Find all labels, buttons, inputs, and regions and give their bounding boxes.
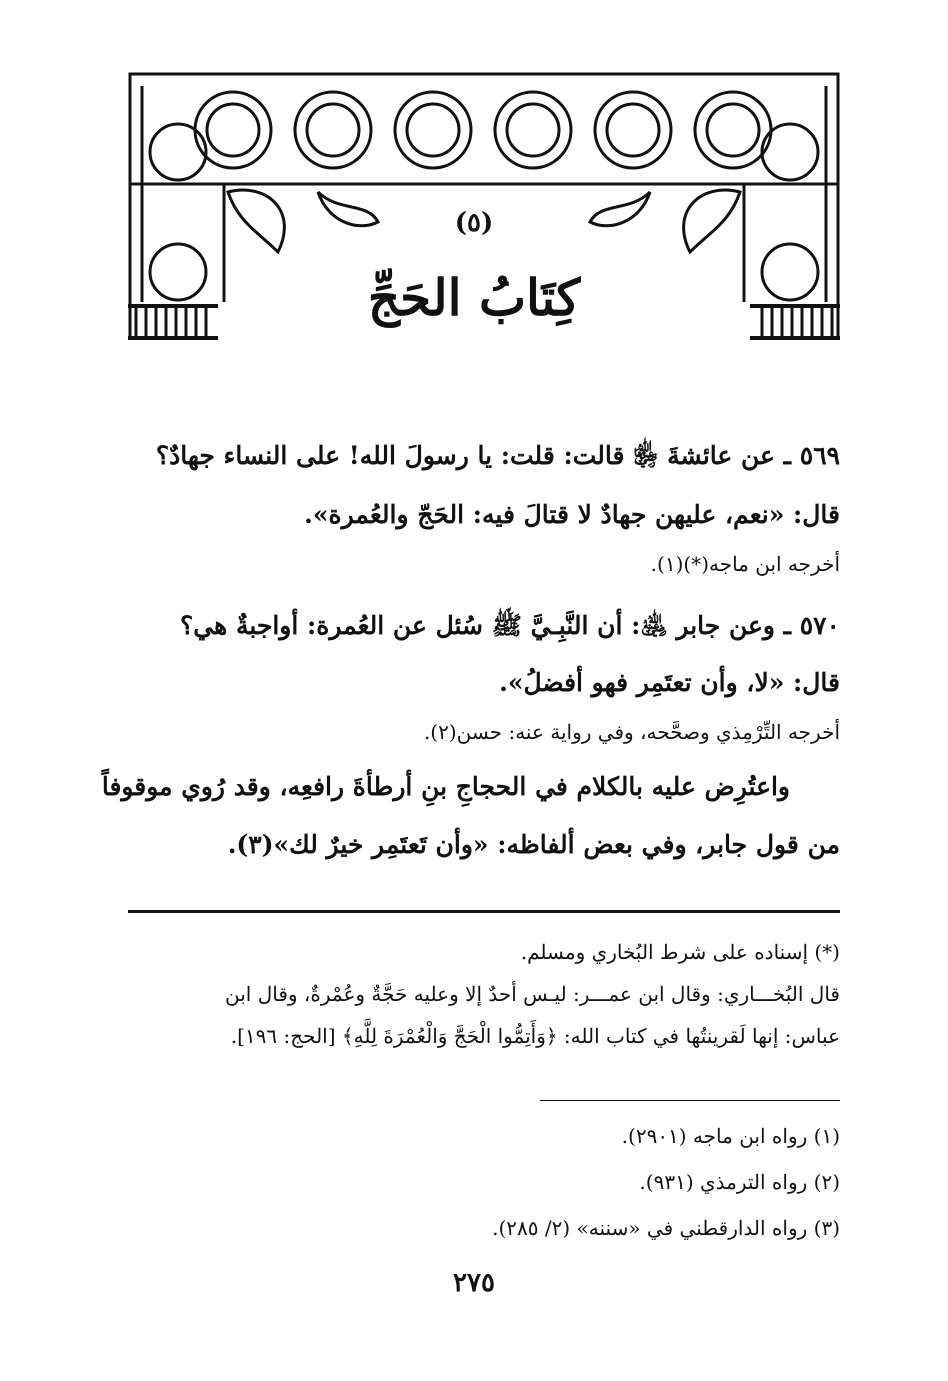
note-line-3: عباس: إنها لَقرينتُها في كتاب الله: ﴿وَأَتِمُّوا الْحَجَّ وَالْعُمْرَةَ لِلَّهِ﴾ [الحج: ١٩٦]. bbox=[230, 1024, 840, 1048]
chapter-number: (٥) bbox=[454, 208, 494, 238]
page-number: ٢٧٥ bbox=[453, 1268, 495, 1298]
hadith-569-source: أخرجه ابن ماجه(*)(١). bbox=[650, 552, 840, 576]
hadith-570-line-1: ٥٧٠ ـ وعن جابر ﵁: أن النَّبِـيَّ ﷺ سُئل عن العُمرة: أواجبةٌ هي؟ bbox=[179, 611, 840, 640]
chapter-title: كِتَابُ الحَجِّ bbox=[367, 268, 581, 327]
main-text bbox=[101, 0, 840, 1381]
hadith-570-source: أخرجه التِّرْمِذي وصحَّحه، وفي رواية عنه: حسن(٢). bbox=[423, 720, 840, 744]
hadith-569-line-1: ٥٦٩ ـ عن عائشةَ ﵂ قالت: قلت: يا رسولَ الله! على النساء جهادٌ؟ bbox=[155, 441, 840, 470]
footnote-rule bbox=[540, 1100, 840, 1101]
note-line-2: قال البُخـــاري: وقال ابن عمـــر: ليـس أحدٌ إلا وعليه حَجَّةٌ وعُمْرةٌ، وقال ابن bbox=[225, 982, 840, 1006]
hadith-570-line-2: قال: «لا، وأن تعتَمِر فهو أفضلُ». bbox=[499, 668, 840, 697]
footnote-1: (١) رواه ابن ماجه (٢٩٠١). bbox=[621, 1124, 840, 1148]
note-line-1: (*) إسناده على شرط البُخاري ومسلم. bbox=[520, 940, 840, 964]
hadith-570-para-1: واعتُرِض عليه بالكلام في الحجاجِ بنِ أرطأةَ رافعِه، وقد رُوي موقوفاً bbox=[101, 772, 790, 801]
footnote-3: (٣) رواه الدارقطني في «سننه» (٢/ ٢٨٥). bbox=[492, 1216, 840, 1240]
footnote-2: (٢) رواه الترمذي (٩٣١). bbox=[639, 1170, 840, 1194]
hadith-570-para-2: من قول جابر، وفي بعض ألفاظه: «وأن تَعتَمِر خيرٌ لك»(٣). bbox=[227, 830, 840, 859]
hadith-569-line-2: قال: «نعم، عليهن جهادٌ لا قتالَ فيه: الحَجّ والعُمرة». bbox=[304, 500, 840, 529]
separator-rule bbox=[128, 910, 840, 913]
